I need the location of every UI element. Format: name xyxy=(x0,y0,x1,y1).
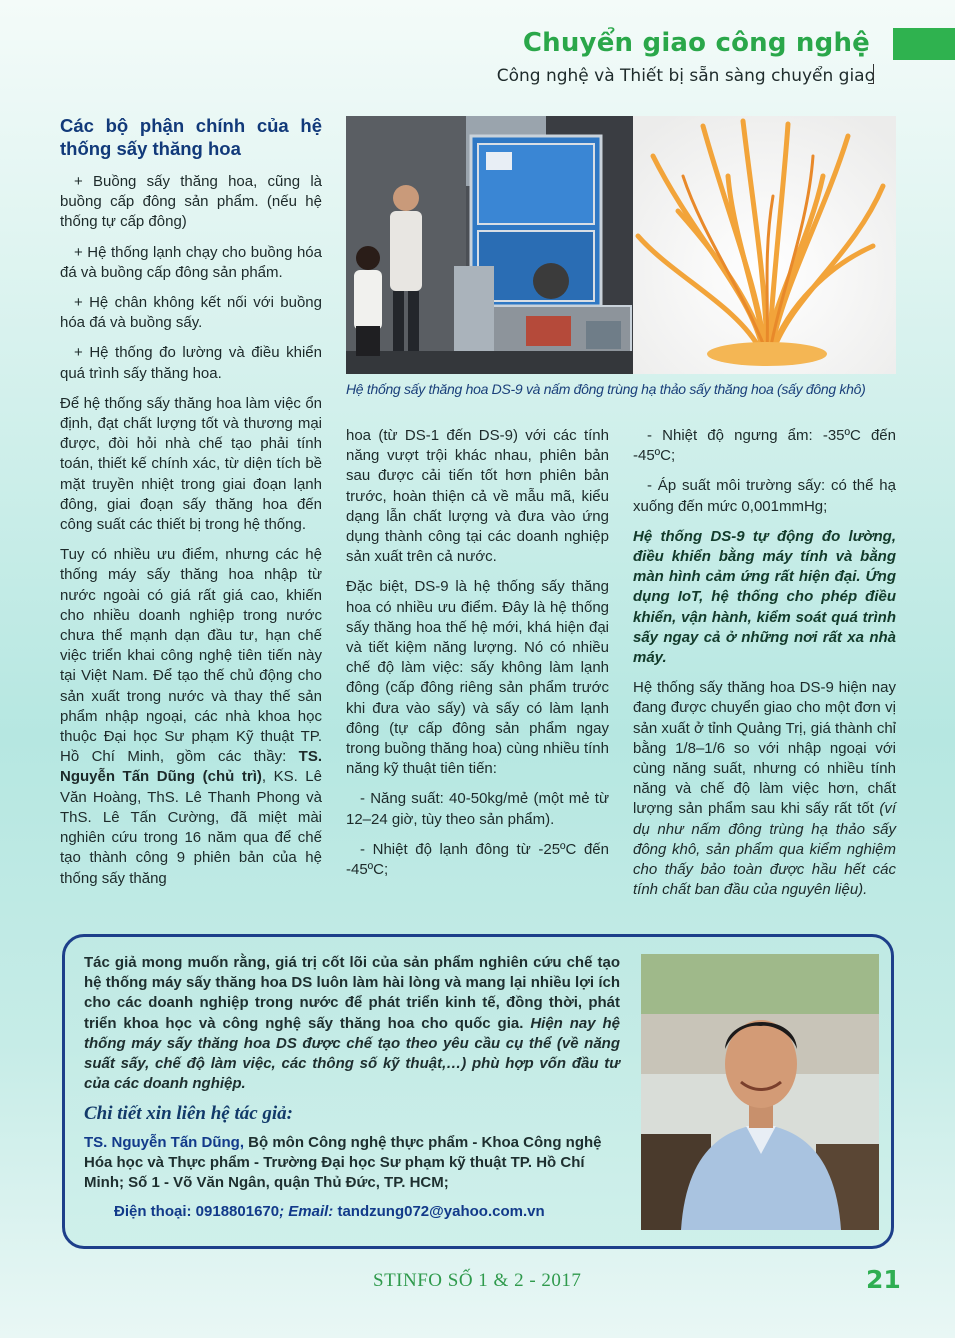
paragraph xyxy=(60,545,322,888)
article-column-1 xyxy=(60,114,322,899)
freeze-dryer-photo xyxy=(346,116,633,374)
phone-label: Điện thoại: xyxy=(114,1203,192,1220)
paragraph: Để hệ thống sấy thăng hoa làm việc ổn định, đạt chất lượng tốt và thương mại được, đòi hỏi nhà chế tạo phải tính toán, thiết kế chính xác, từ diện tích bề mặt truyền nhiệt trong giai đoạn lạnh đông, giai đoạn sấy thăng hoa đến công suất các thiết bị trong hệ thống. xyxy=(60,394,322,534)
statement-italic: Hiện nay hệ thống máy sấy thăng hoa DS được chế tạo theo yêu cầu cụ thể (về năng suất sấy, chế độ làm việc, các thông số kỹ thuật,…) phù hợp vốn đầu tư của các doanh nghiệp. xyxy=(84,1014,620,1093)
contact-address: Bộ môn Công nghệ thực phẩm - Khoa Công nghệ Hóa học và Thực phẩm - Trường Đại học Sư phạm kỹ thuật TP. Hồ Chí Minh; Số 1 - Võ Văn Ngân, quận Thủ Đức, TP. HCM; xyxy=(84,1134,602,1192)
paragraph-text: Tuy có nhiều ưu điểm, nhưng các hệ thống máy sấy thăng hoa nhập từ nước ngoài có giá rất giá cao, khiến cho nhiều doanh nghiệp trong nước chưa thể mạnh dạn đầu tư, hạn chế việc triển khai công nghệ tiên tiến này tại Việt Nam. Để tạo thế chủ động cho sản xuất trong nước và thay thế sản phẩm nhập ngoại, các nhà khoa học thuộc Đại học Sư phạm Kỹ thuật TP. Hồ Chí Minh, gồm các thầy: xyxy=(60,546,322,766)
list-item: + Hệ thống lạnh chạy cho buồng hóa đá và buồng cấp đông sản phẩm. xyxy=(60,243,322,281)
author-portrait-illustration xyxy=(641,954,879,1230)
section-heading: Các bộ phận chính của hệ thống sấy thăng hoa xyxy=(60,115,322,159)
statement-text: Tác giả mong muốn rằng, giá trị cốt lõi của sản phẩm nghiên cứu chế tạo hệ thống máy sấy thăng hoa DS luôn làm hài lòng và mang lại nhiều lợi ích cho các doanh nghiệp trong nước để phát triển kinh tế, đồng thời, phát triển khoa học và công nghệ sấy thăng hoa cho quốc gia. xyxy=(84,954,620,1032)
phone-number[interactable]: 0918801670 xyxy=(195,1203,280,1220)
author-statement xyxy=(84,953,620,1094)
cordyceps-illustration xyxy=(633,116,896,374)
contact-phone-line xyxy=(114,1203,545,1220)
contact-name: TS. Nguyễn Tấn Dũng, xyxy=(84,1134,244,1151)
paragraph-text: Hệ thống sấy thăng hoa DS-9 hiện nay đang được chuyển giao cho một đơn vị sản xuất ở tỉnh Quảng Trị, giá thành chỉ bằng 1/8–1/6 so với nhập ngoại với cùng năng suất, nhưng có nhiều tính năng và chế độ làm việc hơn, chất lượng sản phẩm sau khi sấy rất tốt xyxy=(633,679,896,818)
list-item: + Hệ thống đo lường và điều khiển quá trình sấy thăng hoa. xyxy=(60,344,322,382)
section-subtitle: Công nghệ và Thiết bị sẵn sàng chuyển giao xyxy=(496,66,875,86)
spec-item: - Năng suất: 40-50kg/mẻ (một mẻ từ 12–24 giờ, tùy theo sản phẩm). xyxy=(346,790,609,828)
list-item: + Buồng sấy thăng hoa, cũng là buồng cấp đông sản phẩm. (nếu hệ thống tự cấp đông) xyxy=(60,173,322,231)
article-column-3 xyxy=(633,426,896,910)
spec-item: - Nhiệt độ lạnh đông từ -25ºC đến -45ºC; xyxy=(346,840,609,879)
contact-title: Chi tiết xin liên hệ tác giả: xyxy=(84,1103,294,1124)
paragraph-text: , KS. Lê Văn Hoàng, ThS. Lê Thanh Phong và ThS. Lê Tấn Cường, đã miệt mài nghiên cứu trong 16 năm qua để chế tạo thành công 9 phiên bản của hệ thống sấy thăng xyxy=(60,768,322,887)
corner-mark xyxy=(868,64,874,84)
lead-author: TS. Nguyễn Tấn Dũng (chủ trì) xyxy=(60,748,322,786)
list-item: + Hệ chân không kết nối với buồng hóa đá và buồng sấy. xyxy=(60,294,322,332)
spec-item: - Nhiệt độ ngưng ẩm: -35ºC đến -45ºC; xyxy=(633,427,896,465)
paragraph: Đặc biệt, DS-9 là hệ thống sấy thăng hoa có nhiều ưu điểm. Đây là hệ thống sấy thăng hoa thế hệ mới, khá hiện đại và tiết kiệm năng lượng. Nó có nhiều chế độ làm việc: sấy không làm lạnh đông (cấp đông riêng sản phẩm trước khi đưa vào sấy) và sấy có làm lạnh đông (tự cấp đông sản phẩm ngay trong buồng thăng hoa) cùng nhiều tính năng kỹ thuật tiên tiến: xyxy=(346,578,609,778)
paragraph xyxy=(633,678,896,900)
email-link[interactable]: tandzung072@yahoo.com.vn xyxy=(337,1203,545,1220)
page-number: 21 xyxy=(866,1265,901,1294)
highlight-paragraph: Hệ thống DS-9 tự động đo lường, điều khiển bằng máy tính và bằng màn hình cảm ứng rất hiện đại. Ứng dụng IoT, hệ thống cho phép điều khiển, vận hành, kiểm soát quá trình sấy ngay cả ở những nơi rất xa nhà máy. xyxy=(633,527,896,667)
section-color-bar xyxy=(893,28,955,60)
paragraph-italic: (ví dụ như nấm đông trùng hạ thảo sấy đông khô, sản phẩm qua kiểm nghiệm cho thấy bảo toàn được hầu hết các tính chất ban đầu của nguyên liệu). xyxy=(633,800,896,899)
photo-caption: Hệ thống sấy thăng hoa DS-9 và nấm đông trùng hạ thảo sấy thăng hoa (sấy đông khô) xyxy=(346,381,866,397)
spec-item: - Áp suất môi trường sấy: có thể hạ xuống đến mức 0,001mmHg; xyxy=(633,477,896,515)
paragraph: hoa (từ DS-1 đến DS-9) với các tính năng vượt trội khác nhau, phiên bản sau được cải tiến tốt hơn phiên bản trước, hoàn thiện cả về mẫu mã, kiểu dạng lẫn chất lượng và đưa vào ứng dụng thành công tại các doanh nghiệp sản xuất trên cả nước. xyxy=(346,427,609,566)
author-portrait xyxy=(641,954,879,1230)
freeze-dryer-illustration xyxy=(346,116,633,374)
section-title: Chuyển giao công nghệ xyxy=(522,28,870,58)
email-label: ; Email: xyxy=(279,1203,334,1220)
contact-details xyxy=(84,1133,624,1194)
article-column-2 xyxy=(346,426,609,890)
publication-footer: STINFO SỐ 1 & 2 - 2017 xyxy=(373,1270,582,1291)
cordyceps-photo xyxy=(633,116,896,374)
